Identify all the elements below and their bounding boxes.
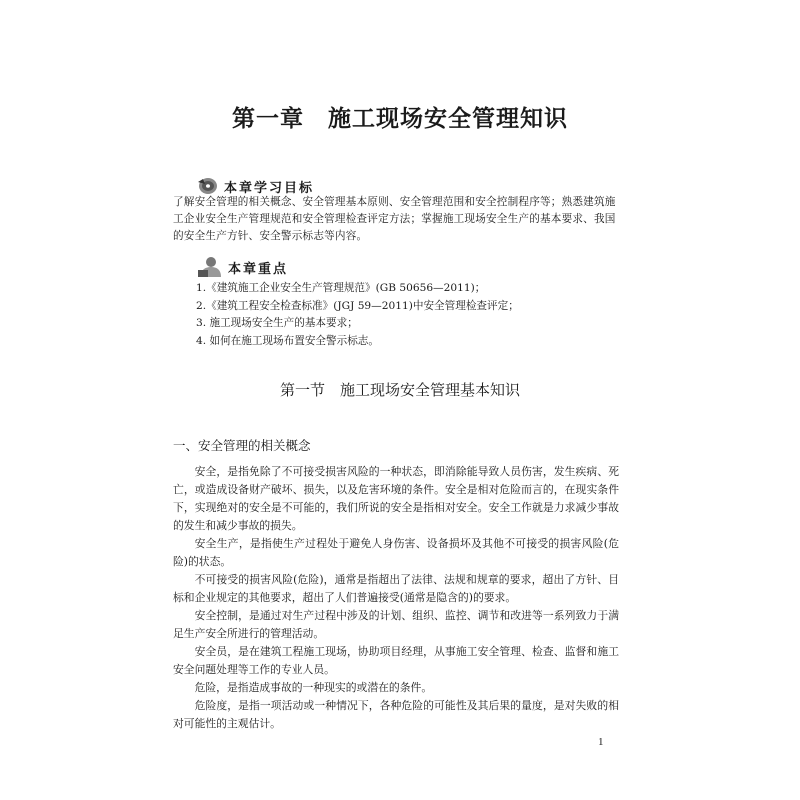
paragraph: 安全，是指免除了不可接受损害风险的一种状态，即消除能导致人员伤害，发生疾病、死亡，或造成设备财产破坏、损失，以及危害环境的条件。安全是相对危险而言的，在现实条件下，实现绝对的安全是不可能的，我们所说的安全是指相对安全。安全工作就是力求减少事故的发生和减少事故的损失。: [173, 465, 619, 532]
objectives-text: 了解安全管理的相关概念、安全管理基本原则、安全管理范围和安全控制程序等；熟悉建筑施工企业安全生产管理规范和安全管理检查评定方法；掌握施工现场安全生产的基本要求、我国的安全生产方针、安全警示标志等内容。: [173, 196, 616, 242]
list-item: 1.《建筑施工企业安全生产管理规范》(GB 50656—2011)；: [196, 282, 486, 294]
chapter-title: 第一章 施工现场安全管理知识: [232, 106, 568, 132]
paragraph: 危险，是指造成事故的一种现实的或潜在的条件。: [194, 681, 433, 694]
person-icon: [196, 256, 222, 278]
paragraph: 危险度，是指一项活动或一种情况下，各种危险的可能性及其后果的量度，是对失败的相对可能性的主观估计。: [173, 699, 619, 730]
subsection-title: 一、安全管理的相关概念: [173, 438, 311, 453]
paragraph: 不可接受的损害风险(危险)，通常是指超出了法律、法规和规章的要求，超出了方针、目标和企业规定的其他要求，超出了人们普遍接受(通常是隐含的)的要求。: [173, 573, 619, 604]
objectives-label: 本章学习目标: [224, 180, 315, 196]
paragraph: 安全控制，是通过对生产过程中涉及的计划、组织、监控、调节和改进等一系列致力于满足生产安全所进行的管理活动。: [173, 609, 619, 640]
key-points-list: [196, 280, 616, 350]
list-item: 3. 施工现场安全生产的基本要求；: [196, 317, 358, 329]
list-item: 4. 如何在施工现场布置安全警示标志。: [196, 334, 379, 347]
paragraph: 安全员，是在建筑工程施工现场，协助项目经理，从事施工安全管理、检查、监督和施工安全问题处理等工作的专业人员。: [173, 645, 619, 676]
cd-icon: [196, 176, 218, 196]
key-points-label: 本章重点: [228, 261, 289, 277]
paragraph: 安全生产，是指使生产过程处于避免人身伤害、设备损坏及其他不可接受的损害风险(危险)的状态。: [173, 537, 619, 568]
objectives-heading: [196, 176, 314, 196]
body-text: [173, 463, 619, 733]
key-points-heading: [196, 256, 288, 278]
page-number: 1: [598, 736, 604, 748]
section-title: 第一节 施工现场安全管理基本知识: [279, 381, 520, 399]
list-item: 2.《建筑工程安全检查标准》(JGJ 59—2011)中安全管理检查评定；: [196, 299, 519, 312]
